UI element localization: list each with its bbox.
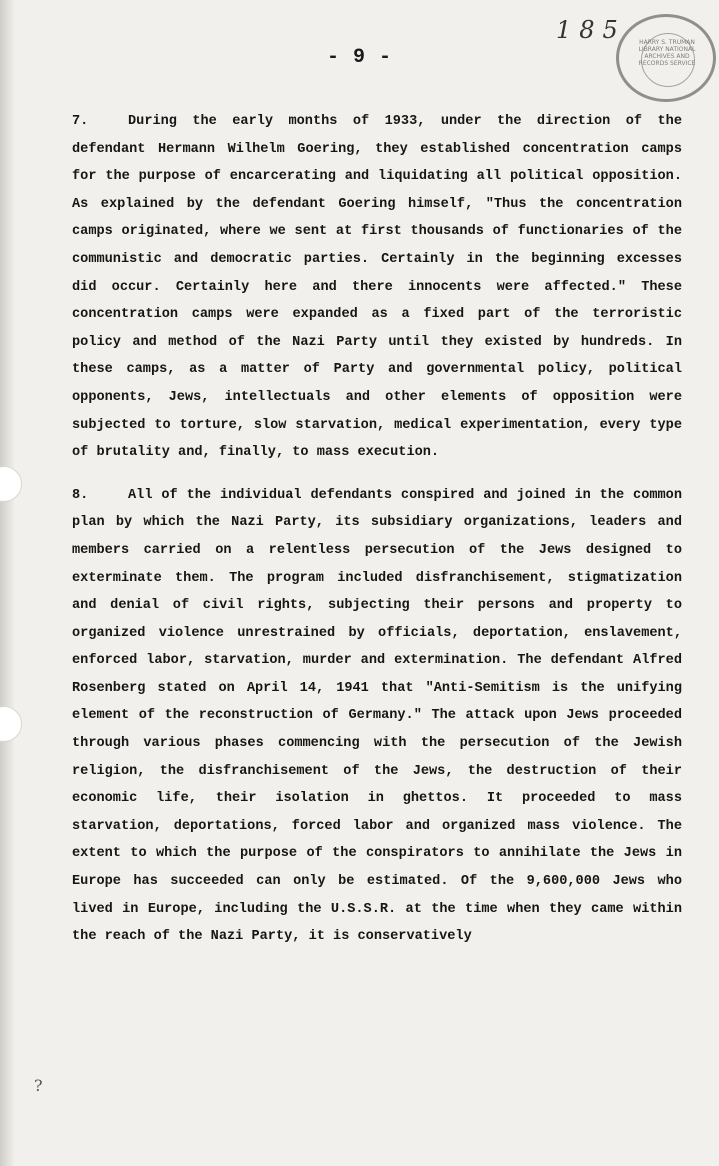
punch-hole-lower <box>0 706 22 742</box>
paragraph-number: 7. <box>72 114 89 129</box>
document-body <box>72 108 682 966</box>
page-edge-shadow <box>0 0 14 1166</box>
page-number: - 9 - <box>326 46 392 69</box>
margin-pencil-mark: ? <box>34 1076 43 1095</box>
punch-hole-upper <box>0 466 22 502</box>
paragraph-number: 8. <box>72 487 89 503</box>
handwritten-page-number: 185 <box>556 16 626 44</box>
paragraph-7 <box>72 108 682 467</box>
paragraph-8 <box>72 482 682 951</box>
stamp-text: HARRY S. TRUMAN LIBRARY NATIONAL ARCHIVES AND RECORDS SERVICE <box>638 39 696 67</box>
paragraph-text: During the early months of 1933, under the direction of the defendant Hermann Wilhelm Goering, they established concentration camps for the purpose of encarcerating and liquidating all political opposition. As explained by the defendant Goering himself, "Thus the concentration camps originated, where we sent at first thousands of functionaries of the communistic and democratic parties. Certainly in the beginning excesses did occur. Certainly here and there innocents were affected." These concentration camps were expanded as a fixed part of the terroristic policy and method of the Nazi Party until they existed by hundreds. In these camps, as a matter of Party and governmental policy, political opponents, Jews, intellectuals and other elements of opposition were subjected to torture, slow starvation, medical experimentation, every type of brutality and, finally, to mass execution. <box>72 114 682 461</box>
paragraph-text: All of the individual defendants conspired and joined in the common plan by which the Nazi Party, its subsidiary organizations, leaders and members carried on a relentless persecution of the Jews designed to exterminate them. The program included disfranchisement, stigmatization and denial of civil rights, subjecting their persons and property to organized violence unrestrained by officials, deportation, enslavement, enforced labor, starvation, murder and extermination. The defendant Alfred Rosenberg stated on April 14, 1941 that "Anti-Semitism is the unifying element of the reconstruction of Germany." The attack upon Jews proceeded through various phases commencing with the persecution of the Jewish religion, the disfranchisement of the Jews, the destruction of their economic life, their isolation in ghettos. It proceeded to mass starvation, deportations, forced labor and organized mass violence. The extent to which the purpose of the conspirators to annihilate the Jews in Europe has succeeded can only be estimated. Of the 9,600,000 Jews who lived in Europe, including the U.S.S.R. at the time when they came within the reach of the Nazi Party, it is conservatively <box>72 487 682 945</box>
